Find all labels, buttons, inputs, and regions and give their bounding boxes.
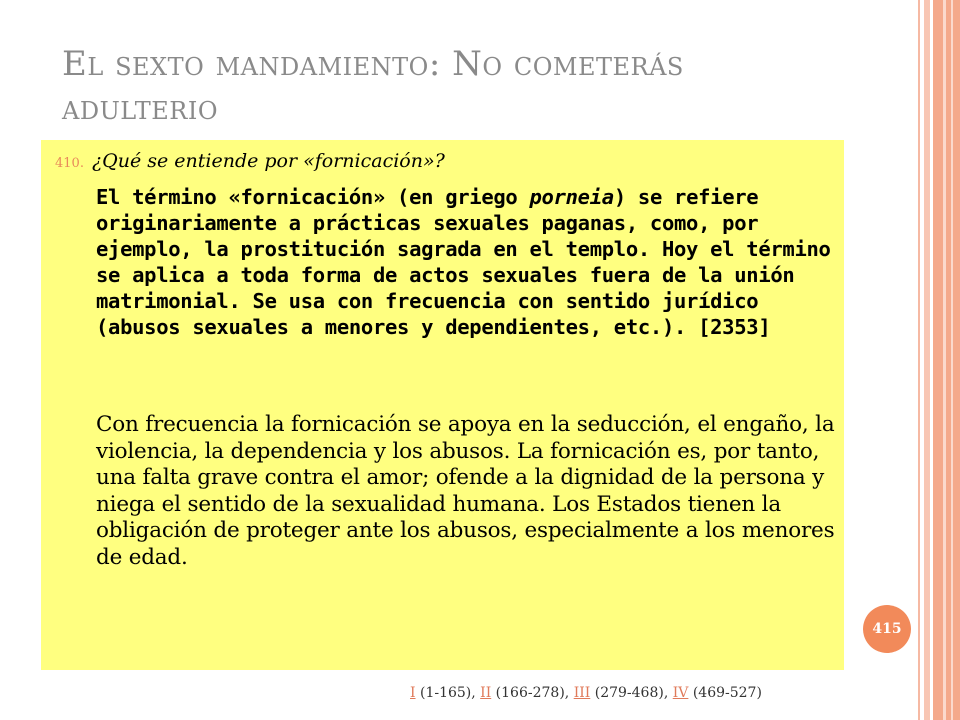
question-number: 410. xyxy=(55,156,84,171)
footer-range-part-3: (279-468), xyxy=(590,685,673,701)
answer-bold-suffix: ) se refiere originariamente a prácticas sexuales paganas, como, por ejemplo, la prostitución sagrada en el templo. Hoy el término se aplica a toda forma de actos sexuales fuera de la unión matrimonial. Se usa con frecuencia con sentido jurídico (abusos sexuales a menores y dependientes, etc.). [2353] xyxy=(96,185,831,339)
footer-link-part-1[interactable]: I xyxy=(410,685,416,701)
answer-plain-paragraph: Con frecuencia la fornicación se apoya en la seducción, el engaño, la violencia, la dependencia y los abusos. La fornicación es, por tanto, una falta grave contra el amor; ofende a la dignidad de la persona y niega el sentido de la sexualidad humana. Los Estados tienen la obligación de proteger ante los abusos, especialmente a los menores de edad. xyxy=(96,412,835,570)
answer-bold-paragraph xyxy=(96,184,836,340)
decor-stripe xyxy=(943,0,946,720)
slide-title-line2: adulterio xyxy=(62,88,219,128)
question-text: ¿Qué se entiende por «fornicación»? xyxy=(91,150,445,172)
footer-range-part-2: (166-278), xyxy=(491,685,574,701)
answer-bold-prefix: El término «fornicación» (en griego xyxy=(96,185,530,209)
decor-stripe xyxy=(933,0,960,720)
decor-stripe xyxy=(924,0,930,720)
footer-range-part-1: (1-165), xyxy=(415,685,481,701)
page-number-badge: 415 xyxy=(863,605,911,653)
footer-part-links xyxy=(410,685,850,701)
decor-stripe xyxy=(918,0,920,720)
question xyxy=(55,149,815,176)
footer-link-part-4[interactable]: IV xyxy=(672,685,689,701)
slide-title xyxy=(62,42,842,130)
footer-range-part-4: (469-527) xyxy=(688,685,762,701)
slide-title-line1: El sexto mandamiento: No cometerás xyxy=(62,44,684,84)
footer-link-part-3[interactable]: III xyxy=(573,685,591,701)
answer-bold-term: porneia xyxy=(529,185,614,209)
decor-stripe xyxy=(951,0,953,720)
footer-link-part-2[interactable]: II xyxy=(480,685,492,701)
